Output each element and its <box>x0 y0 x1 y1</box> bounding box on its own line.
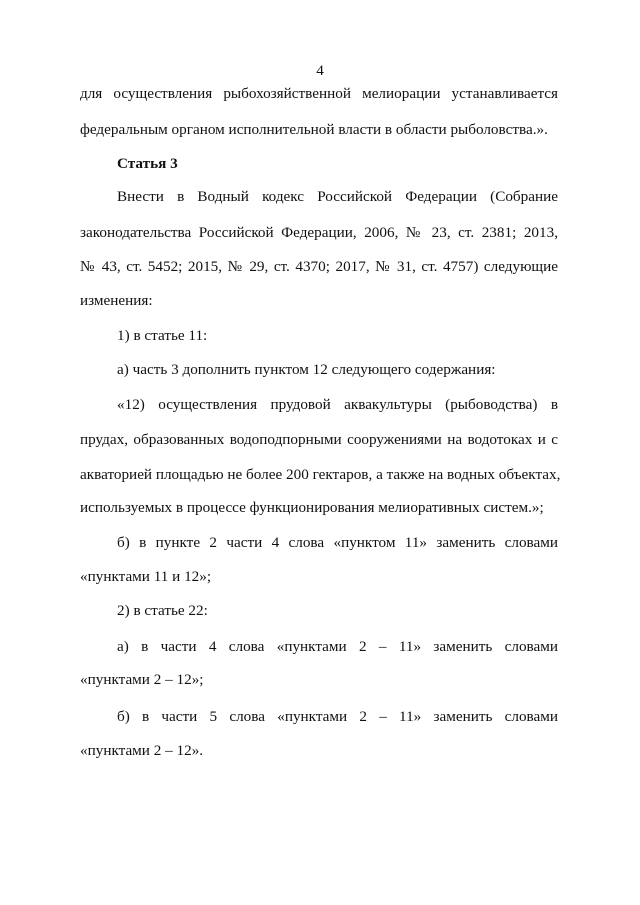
quoted-text-line: прудах, образованных водоподпорными сооружениями на водотоках и с <box>80 431 558 448</box>
list-item: 2) в статье 22: <box>117 602 208 619</box>
list-item: б) в пункте 2 части 4 слова «пунктом 11» заменить словами <box>117 534 558 551</box>
paragraph-line: для осуществления рыбохозяйственной мелиорации устанавливается <box>80 85 558 102</box>
list-item: 1) в статье 11: <box>117 327 208 344</box>
quoted-text-line: «12) осуществления прудовой аквакультуры (рыбоводства) в <box>117 396 558 413</box>
paragraph-line: федеральным органом исполнительной власти в области рыболовства.». <box>80 121 548 138</box>
paragraph-line: Внести в Водный кодекс Российской Федерации (Собрание <box>117 188 558 205</box>
list-item: а) в части 4 слова «пунктами 2 – 11» заменить словами <box>117 638 558 655</box>
list-item: б) в части 5 слова «пунктами 2 – 11» заменить словами <box>117 708 558 725</box>
article-heading: Статья 3 <box>117 155 178 172</box>
list-item-continuation: «пунктами 2 – 12»; <box>80 671 204 688</box>
list-item-continuation: «пунктами 2 – 12». <box>80 742 204 759</box>
quoted-text-line: используемых в процессе функционирования мелиоративных систем.»; <box>80 499 544 516</box>
paragraph-line: № 43, ст. 5452; 2015, № 29, ст. 4370; 2017, № 31, ст. 4757) следующие <box>80 258 558 275</box>
list-item-continuation: «пунктами 11 и 12»; <box>80 568 212 585</box>
paragraph-line: изменения: <box>80 292 153 309</box>
list-item: а) часть 3 дополнить пунктом 12 следующего содержания: <box>117 361 496 378</box>
quoted-text-line: акваторией площадью не более 200 гектаров, а также на водных объектах, <box>80 466 561 483</box>
page-number: 4 <box>316 62 324 79</box>
paragraph-line: законодательства Российской Федерации, 2006, № 23, ст. 2381; 2013, <box>80 224 558 241</box>
